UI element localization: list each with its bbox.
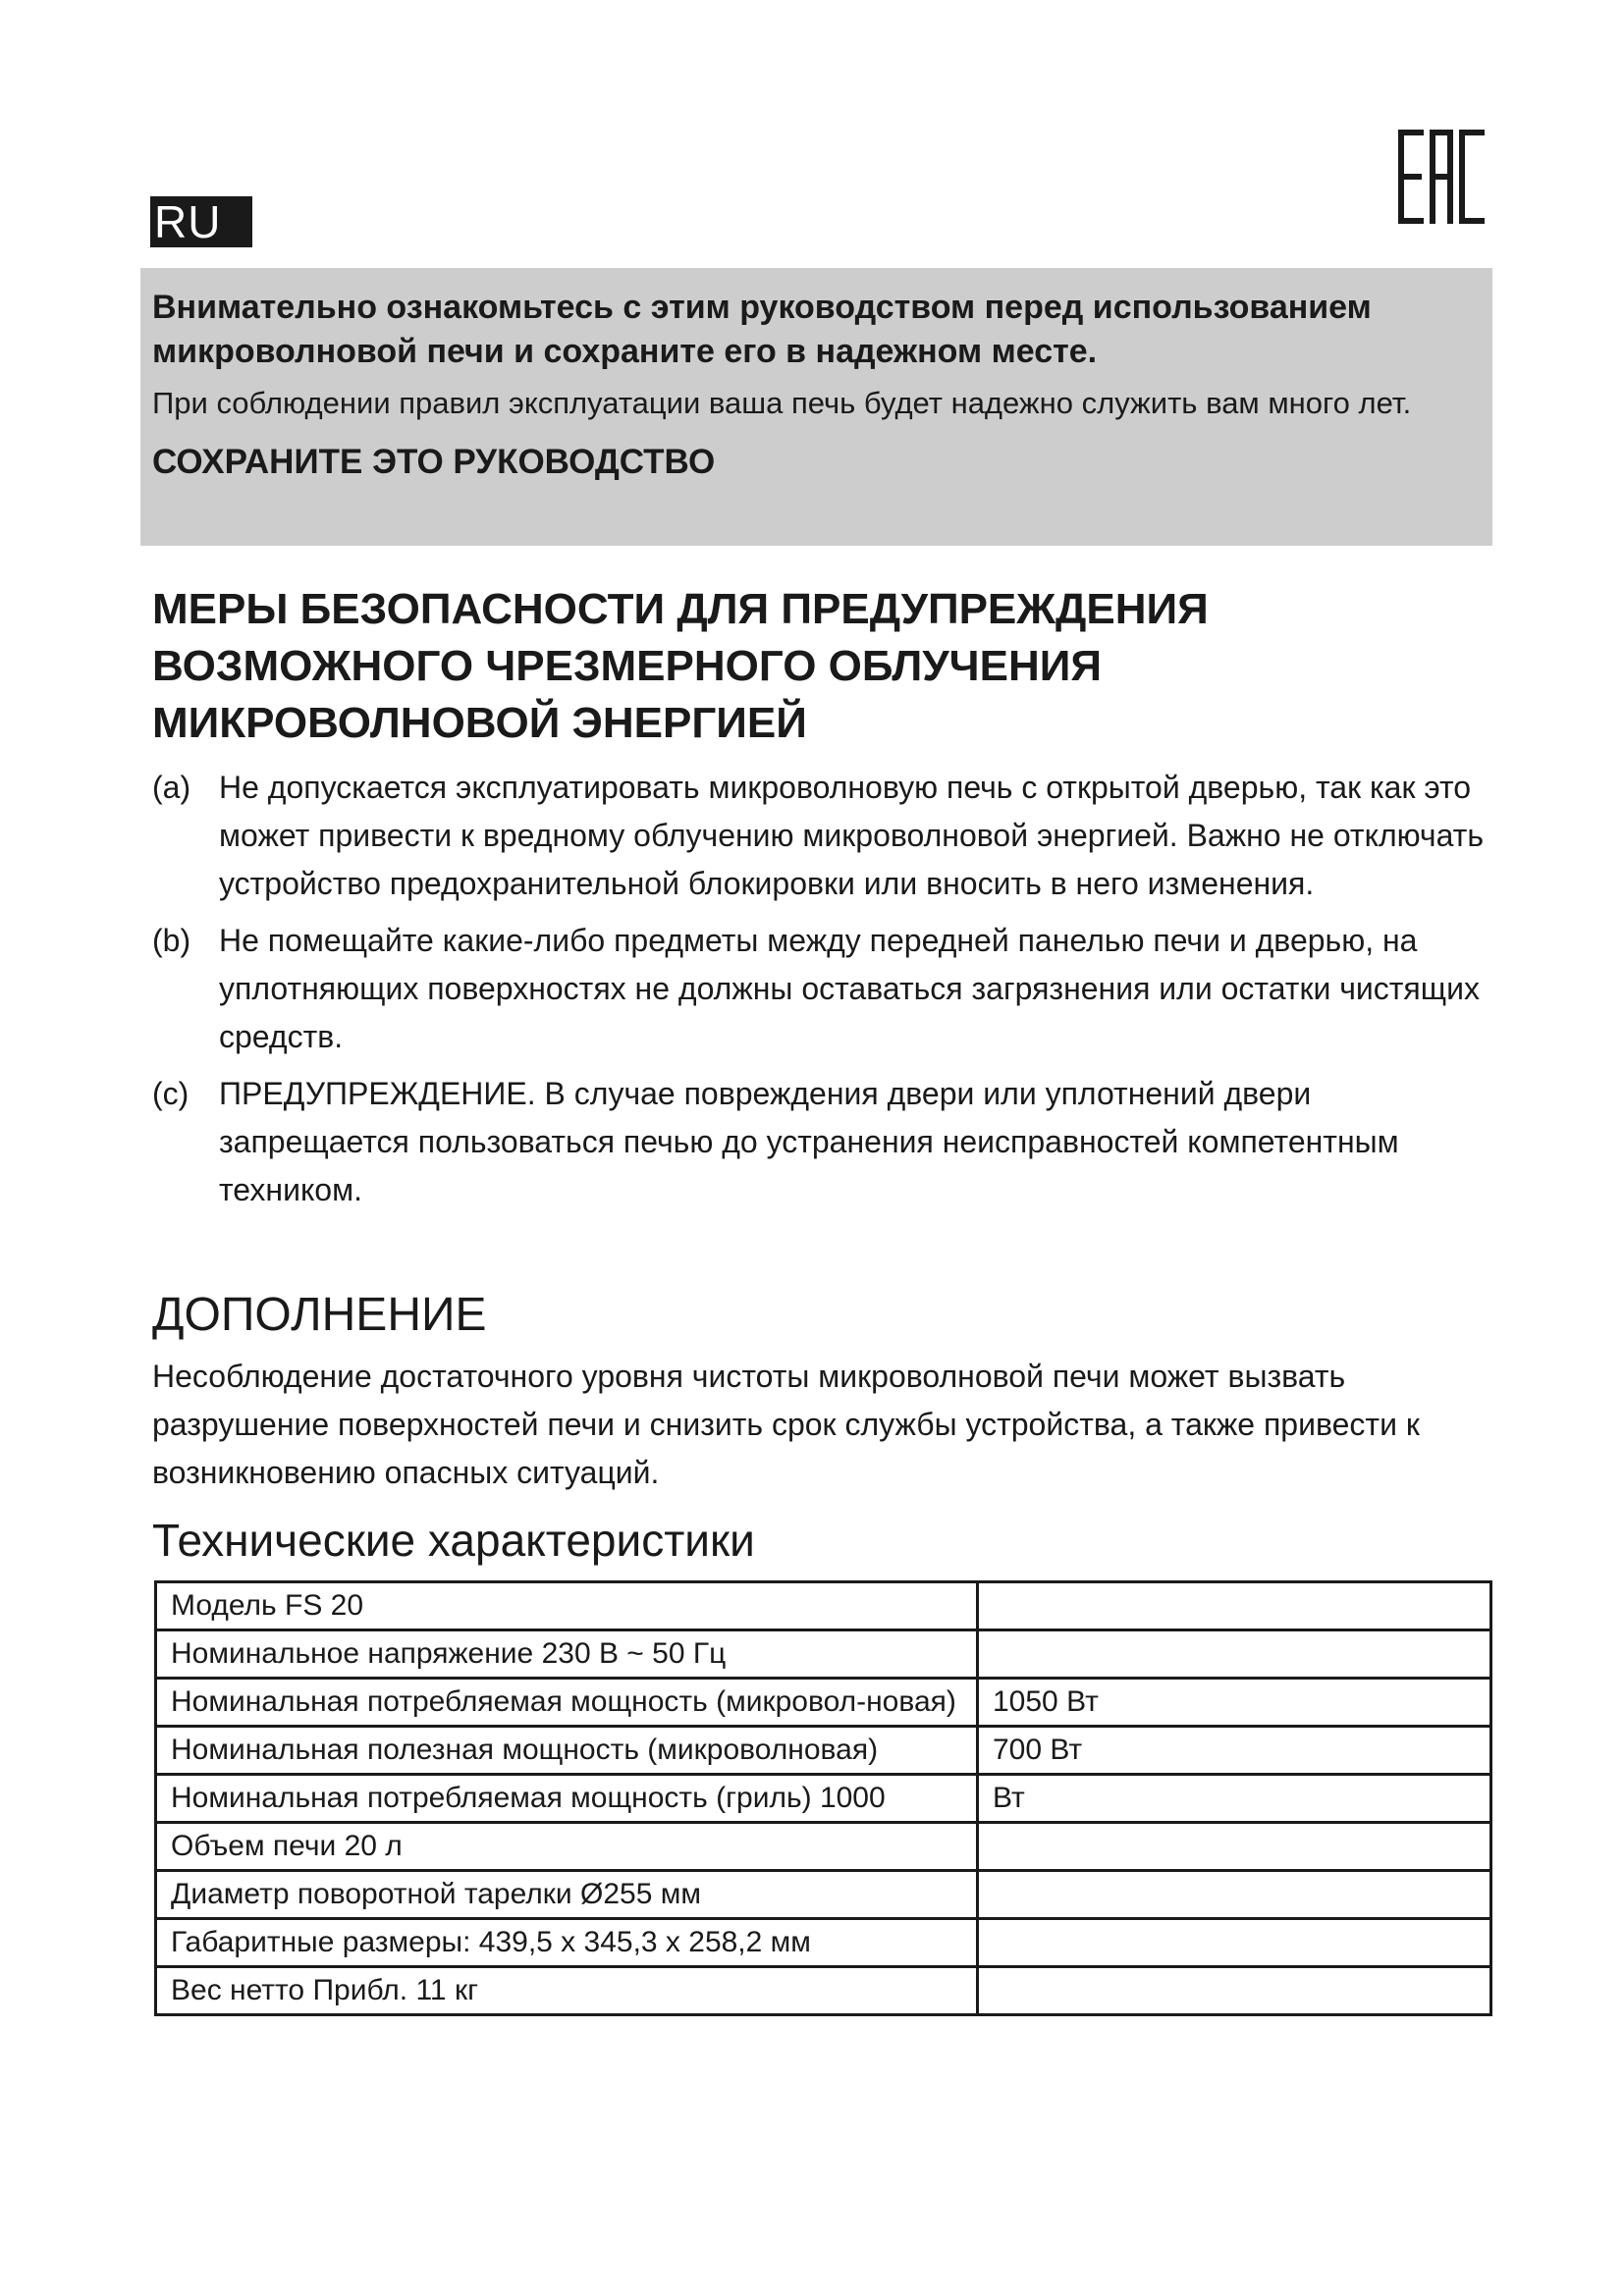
- spec-value: [978, 1823, 1491, 1871]
- safety-item-text: Не помещайте какие-либо предметы между передней панелью печи и дверью, на уплотняющих поверхностях не должны оставаться загрязнения или остатки чистящих средств.: [219, 923, 1480, 1054]
- table-row: [156, 1919, 1491, 1967]
- table-row: [156, 1582, 1491, 1630]
- supplement-heading: ДОПОЛНЕНИЕ: [152, 1289, 487, 1341]
- spec-value: [978, 1582, 1491, 1630]
- spec-label: Номинальная потребляемая мощность (гриль) 1000: [156, 1775, 978, 1823]
- safety-item: [152, 917, 1497, 1061]
- spec-label: Объем печи 20 л: [156, 1823, 978, 1871]
- notice-box: [140, 268, 1492, 546]
- spec-value: 1050 Вт: [978, 1679, 1491, 1727]
- notice-text: При соблюдении правил эксплуатации ваша печь будет надежно служить вам много лет.: [152, 386, 1412, 420]
- eac-certification-logo: [1398, 130, 1485, 224]
- spec-value: [978, 1871, 1491, 1919]
- spec-value: Вт: [978, 1775, 1491, 1823]
- spec-label: Номинальная полезная мощность (микроволновая): [156, 1727, 978, 1775]
- spec-label: Габаритные размеры: 439,5 x 345,3 x 258,2 мм: [156, 1919, 978, 1967]
- safety-item-marker: (b): [152, 923, 191, 958]
- safety-item-marker: (a): [152, 770, 191, 805]
- table-row: [156, 1823, 1491, 1871]
- spec-label: Вес нетто Прибл. 11 кг: [156, 1967, 978, 2015]
- safety-list: [152, 764, 1497, 1223]
- table-row: [156, 1630, 1491, 1679]
- safety-heading: МЕРЫ БЕЗОПАСНОСТИ ДЛЯ ПРЕДУПРЕЖДЕНИЯ ВОЗМОЖНОГО ЧРЕЗМЕРНОГО ОБЛУЧЕНИЯ МИКРОВОЛНОВОЙ ЭНЕРГИЕЙ: [152, 585, 1209, 747]
- language-badge: RU: [150, 196, 252, 247]
- spec-label: Диаметр поворотной тарелки Ø255 мм: [156, 1871, 978, 1919]
- table-row: [156, 1967, 1491, 2015]
- table-row: [156, 1871, 1491, 1919]
- spec-label: Модель FS 20: [156, 1582, 978, 1630]
- spec-label: Номинальная потребляемая мощность (микровол-новая): [156, 1679, 978, 1727]
- supplement-text: Несоблюдение достаточного уровня чистоты микроволновой печи может вызвать разрушение поверхностей печи и снизить срок службы устройства, а также привести к возникновению опасных ситуаций.: [152, 1359, 1420, 1490]
- notice-bold-text: Внимательно ознакомьтесь с этим руководством перед использованием микроволновой печи и сохраните его в надежном месте.: [152, 289, 1372, 370]
- table-row: [156, 1679, 1491, 1727]
- spec-value: [978, 1630, 1491, 1679]
- notice-save-text: СОХРАНИТЕ ЭТО РУКОВОДСТВО: [152, 443, 716, 481]
- spec-value: 700 Вт: [978, 1727, 1491, 1775]
- safety-item-text: ПРЕДУПРЕЖДЕНИЕ. В случае повреждения двери или уплотнений двери запрещается пользоваться печью до устранения неисправностей компетентным техником.: [219, 1076, 1399, 1207]
- safety-item: [152, 1070, 1497, 1214]
- spec-label: Номинальное напряжение 230 В ~ 50 Гц: [156, 1630, 978, 1679]
- specs-table: [154, 1580, 1492, 2016]
- safety-item-marker: (c): [152, 1076, 189, 1111]
- safety-item: [152, 764, 1497, 908]
- table-row: [156, 1727, 1491, 1775]
- spec-value: [978, 1967, 1491, 2015]
- specs-heading: Технические характеристики: [152, 1515, 755, 1566]
- eac-mark-icon: [1398, 130, 1485, 224]
- spec-value: [978, 1919, 1491, 1967]
- table-row: [156, 1775, 1491, 1823]
- safety-item-text: Не допускается эксплуатировать микроволновую печь с открытой дверью, так как это может привести к вредному облучению микроволновой энергией. Важно не отключать устройство предохранительной блокировки или вносить в него изменения.: [219, 770, 1484, 901]
